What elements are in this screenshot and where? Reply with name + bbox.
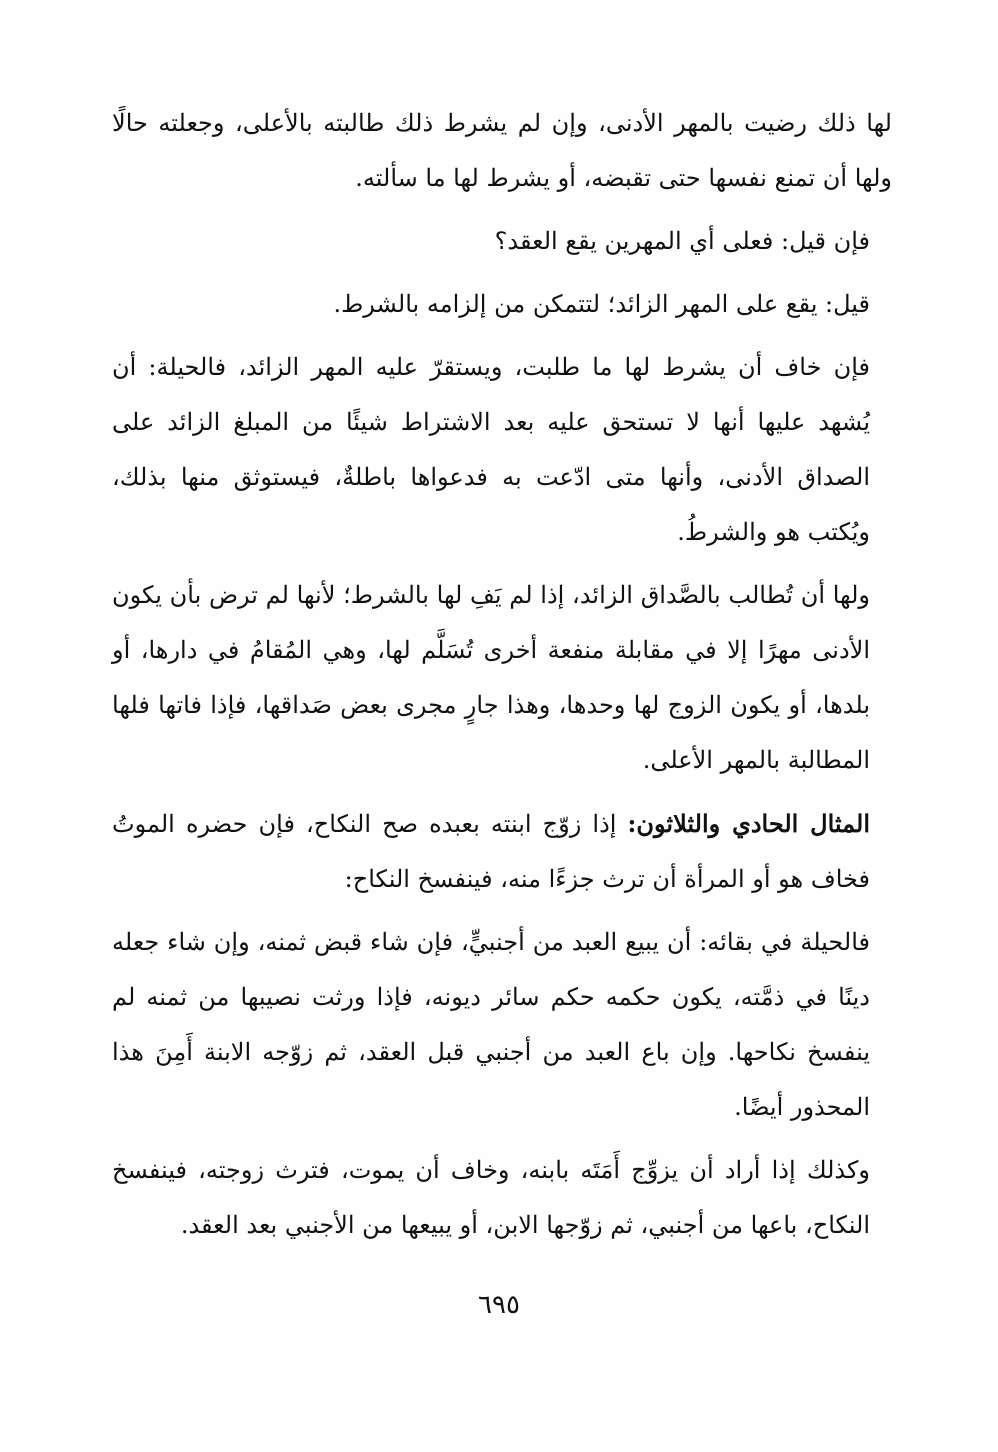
paragraph-3-text: قيل: يقع على المهر الزائد؛ لتتمكن من إلزامه بالشرط.: [333, 290, 870, 318]
paragraph-6: [112, 796, 892, 907]
paragraph-2-text: فإن قيل: فعلى أي المهرين يقع العقد؟: [494, 227, 870, 255]
page-number: ٦٩٥: [478, 1290, 520, 1320]
paragraph-2: [112, 214, 892, 269]
paragraph-4-text: فإن خاف أن يشرط لها ما طلبت، ويستقرّ عليه المهر الزائد، فالحيلة: أن يُشهد عليها أنها لا تستحق عليه بعد الاشتراط شيئًا من المبلغ الزائد على الصداق الأدنى، وأنها متى ادّعت به فدعواها باطلةٌ، فيستوثق منها بذلك، ويُكتب هو والشرطُ.: [112, 353, 870, 546]
paragraph-5-text: ولها أن تُطالب بالصَّداق الزائد، إذا لم يَفِ لها بالشرط؛ لأنها لم ترض بأن يكون الأدنى مهرًا إلا في مقابلة منفعة أخرى تُسَلَّم لها، وهي المُقامُ في دارها، أو بلدها، أو يكون الزوج لها وحدها، وهذا جارٍ مجرى بعض صَداقها، فإذا فاتها فلها المطالبة بالمهر الأعلى.: [112, 581, 870, 774]
paragraph-6-text: إذا زوّج ابنته بعبده صح النكاح، فإن حضره الموتُ فخاف هو أو المرأة أن ترث جزءًا منه، فينفسخ النكاح:: [112, 810, 870, 893]
paragraph-1: [112, 96, 892, 206]
body-text: [112, 96, 892, 1261]
paragraph-1-text: لها ذلك رضيت بالمهر الأدنى، وإن لم يشرط ذلك طالبته بالأعلى، وجعلته حالًا ولها أن تمنع نفسها حتى تقبضه، أو يشرط لها ما سألته.: [112, 109, 892, 192]
paragraph-3: [112, 277, 892, 332]
paragraph-8-text: وكذلك إذا أراد أن يزوِّج أَمَتَه بابنه، وخاف أن يموت، فترث زوجته، فينفسخ النكاح، باعها من أجنبي، ثم زوّجها الابن، أو يبيعها من الأجنبي بعد العقد.: [112, 1156, 870, 1239]
paragraph-7: [112, 915, 892, 1135]
example-heading: المثال الحادي والثلاثون:: [627, 809, 870, 838]
paragraph-4: [112, 340, 892, 560]
paragraph-8: [112, 1143, 892, 1253]
paragraph-7-text: فالحيلة في بقائه: أن يبيع العبد من أجنبيٍّ، فإن شاء قبض ثمنه، وإن شاء جعله دينًا في ذمَّته، يكون حكمه حكم سائر ديونه، فإذا ورثت نصيبها من ثمنه لم ينفسخ نكاحها. وإن باع العبد من أجنبي قبل العقد، ثم زوّجه الابنة أَمِنَ هذا المحذور أيضًا.: [112, 928, 870, 1121]
paragraph-5: [112, 568, 892, 788]
